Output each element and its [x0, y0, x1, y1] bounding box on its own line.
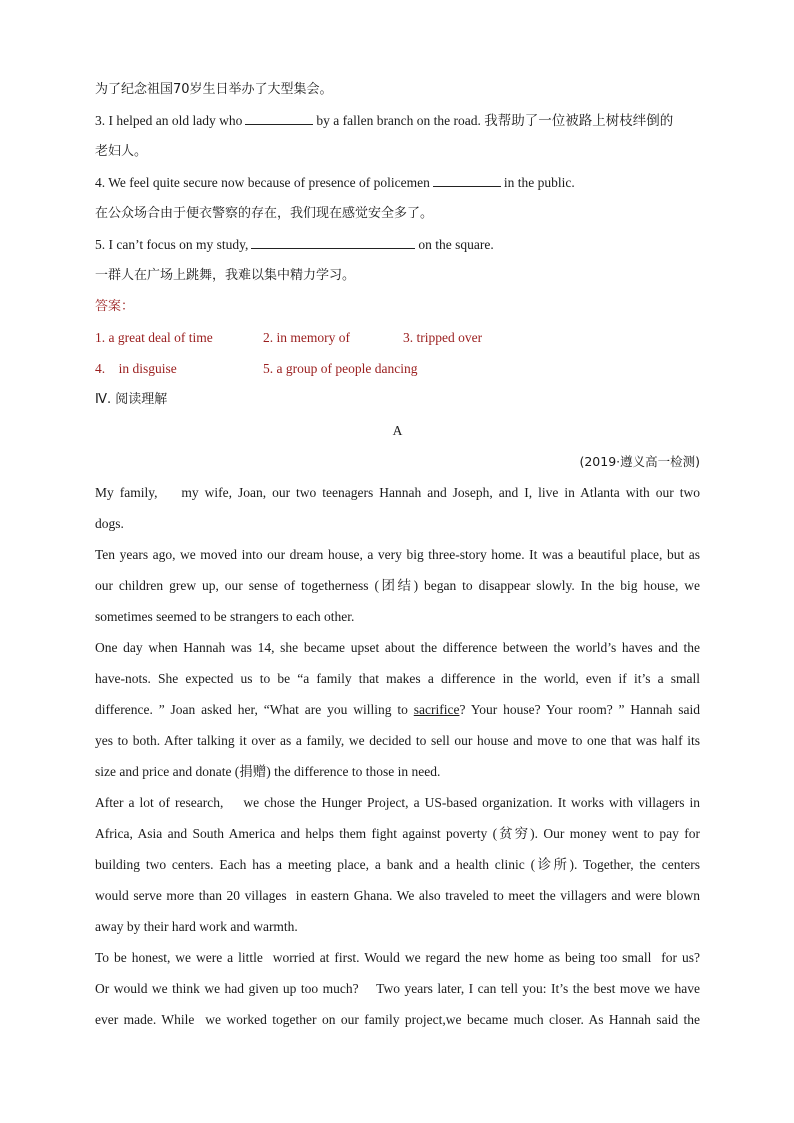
passage-line: size and price and donate (捐赠) the difference to those in need.: [95, 764, 441, 779]
passage-line: My family, my wife, Joan, our two teenagers Hannah and Joseph, and I, live in Atlanta with our two: [95, 485, 700, 500]
passage-line: Ten years ago, we moved into our dream house, a very big three-story home. It was a beautiful place, but as: [95, 547, 700, 562]
passage-line: away by their hard work and warmth.: [95, 919, 298, 934]
passage-label: A: [392, 423, 403, 438]
passage-line: dogs.: [95, 516, 124, 531]
passage-line: our children grew up, our sense of togetherness (团结) began to disappear slowly. In the big house, we: [95, 578, 700, 593]
answer-2: 2. in memory of: [263, 330, 350, 345]
passage-line: Africa, Asia and South America and helps them fight against poverty (贫穷). Our money went to pay for: [95, 826, 700, 841]
reading-passage: [95, 477, 700, 1035]
passage-line: difference. ” Joan asked her, “What are you willing to sacrifice? Your house? Your room? ” Hannah said: [95, 702, 700, 717]
answer-4: 4. in disguise: [95, 361, 177, 376]
passage-line: have-nots. She expected us to be “a family that makes a difference in the world, even if it’s a small: [95, 671, 700, 686]
question-4-chinese: 在公众场合由于便衣警察的存在，我们现在感觉安全多了。: [95, 206, 434, 221]
answer-3: 3. tripped over: [403, 330, 483, 345]
question-4: 4. We feel quite secure now because of presence of policemen in the public.: [95, 175, 575, 190]
q2-chinese-line: 为了纪念祖国70岁生日举办了大型集会。: [95, 82, 333, 97]
section-heading: Ⅳ. 阅读理解: [95, 392, 168, 407]
question-5: 5. I can’t focus on my study, on the square.: [95, 237, 494, 252]
passage-line: would serve more than 20 villages in eastern Ghana. We also traveled to meet the villagers and were blown: [95, 888, 700, 903]
underlined-word: sacrifice: [413, 702, 460, 717]
passage-line: yes to both. After talking it over as a family, we decided to sell our house and move to one that was half its: [95, 733, 700, 748]
answer-blank: [433, 175, 501, 187]
passage-line: Or would we think we had given up too much? Two years later, I can tell you: It’s the best move we have: [95, 981, 700, 996]
answer-1: 1. a great deal of time: [95, 330, 213, 345]
passage-line: sometimes seemed to be strangers to each other.: [95, 609, 355, 624]
passage-source: (2019·遵义高一检测): [579, 454, 700, 469]
passage-line: building two centers. Each has a meeting place, a bank and a health clinic (诊所). Together, the centers: [95, 857, 700, 872]
answer-row-1: [95, 322, 700, 353]
question-5-chinese: 一群人在广场上跳舞，我难以集中精力学习。: [95, 268, 356, 283]
answer-label: 答案：: [95, 299, 135, 314]
answer-5: 5. a group of people dancing: [263, 361, 418, 376]
passage-line: ever made. While we worked together on our family project,we became much closer. As Hannah said the: [95, 1012, 700, 1027]
question-3-chinese-cont: 老妇人。: [95, 144, 148, 159]
passage-line: To be honest, we were a little worried at first. Would we regard the new home as being too small for us?: [95, 950, 700, 965]
passage-line: One day when Hannah was 14, she became upset about the difference between the world’s haves and the: [95, 640, 700, 655]
document-page: [95, 74, 700, 1035]
passage-line: After a lot of research, we chose the Hunger Project, a US-based organization. It works with villagers in: [95, 795, 700, 810]
answer-row-2: [95, 353, 700, 384]
answer-blank: [251, 237, 415, 249]
answer-blank: [245, 113, 313, 125]
question-3: 3. I helped an old lady who by a fallen branch on the road. 我帮助了一位被路上树枝绊倒的: [95, 113, 674, 128]
